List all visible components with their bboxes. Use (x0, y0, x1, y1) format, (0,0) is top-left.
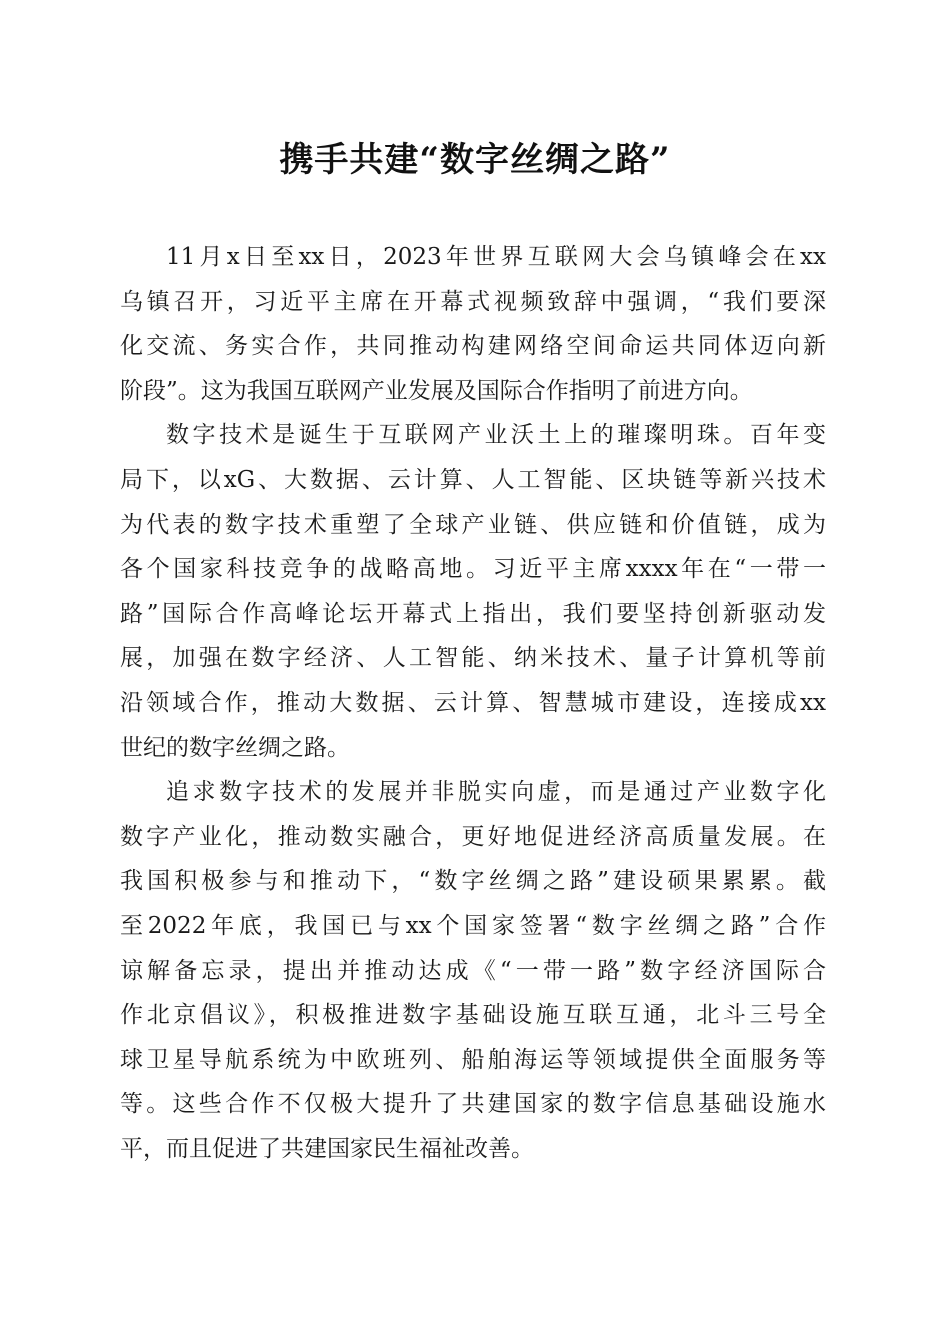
paragraph-3-line-2: 数字产业化，推动数实融合，更好地促进经济高质量发展。在 (120, 823, 826, 850)
paragraph-1-line-3: 化交流、务实合作，共同推动构建网络空间命运共同体迈向新 (120, 333, 826, 360)
paragraph-2-line-1: 数字技术是诞生于互联网产业沃土上的璀璨明珠。百年变 (166, 422, 826, 449)
paragraph-2-line-2: 局下，以xG、大数据、云计算、人工智能、区块链等新兴技术 (120, 466, 826, 493)
paragraph-2-line-3: 为代表的数字技术重塑了全球产业链、供应链和价值链，成为 (120, 511, 826, 538)
paragraph-3-line-1: 追求数字技术的发展并非脱实向虚，而是通过产业数字化 (166, 779, 826, 806)
paragraph-1-line-2: 乌镇召开，习近平主席在开幕式视频致辞中强调，“我们要深 (120, 288, 826, 315)
paragraph-3-line-4: 至2022年底，我国已与xx个国家签署“数字丝绸之路”合作 (120, 912, 826, 939)
paragraph-3-line-5: 谅解备忘录，提出并推动达成《“一带一路”数字经济国际合 (120, 957, 826, 984)
paragraph-2-line-7: 沿领域合作，推动大数据、云计算、智慧城市建设，连接成xx (120, 689, 826, 716)
paragraph-2-line-6: 展，加强在数字经济、人工智能、纳米技术、量子计算机等前 (120, 645, 826, 672)
paragraph-3-line-8: 等。这些合作不仅极大提升了共建国家的数字信息基础设施水 (120, 1091, 826, 1118)
page-title: 携手共建“数字丝绸之路” (279, 140, 671, 180)
paragraph-3-line-6: 作北京倡议》，积极推进数字基础设施互联互通，北斗三号全 (120, 1002, 826, 1029)
document-body (120, 235, 826, 1171)
paragraph-3-line-9: 平，而且促进了共建国家民生福祉改善。 (120, 1135, 534, 1162)
paragraph-1-line-4: 阶段”。这为我国互联网产业发展及国际合作指明了前进方向。 (120, 377, 753, 404)
paragraph-1-line-1: 11月x日至xx日，2023年世界互联网大会乌镇峰会在xx (166, 244, 826, 270)
paragraph-3-line-3: 我国积极参与和推动下，“数字丝绸之路”建设硕果累累。截 (120, 868, 826, 895)
paragraph-3-line-7: 球卫星导航系统为中欧班列、船舶海运等领域提供全面服务等 (120, 1046, 826, 1073)
paragraph-2-line-4: 各个国家科技竞争的战略高地。习近平主席xxxx年在“一带一 (120, 556, 826, 583)
paragraph-2-line-8: 世纪的数字丝绸之路。 (120, 734, 350, 761)
paragraph-2-line-5: 路”国际合作高峰论坛开幕式上指出，我们要坚持创新驱动发 (120, 600, 826, 627)
